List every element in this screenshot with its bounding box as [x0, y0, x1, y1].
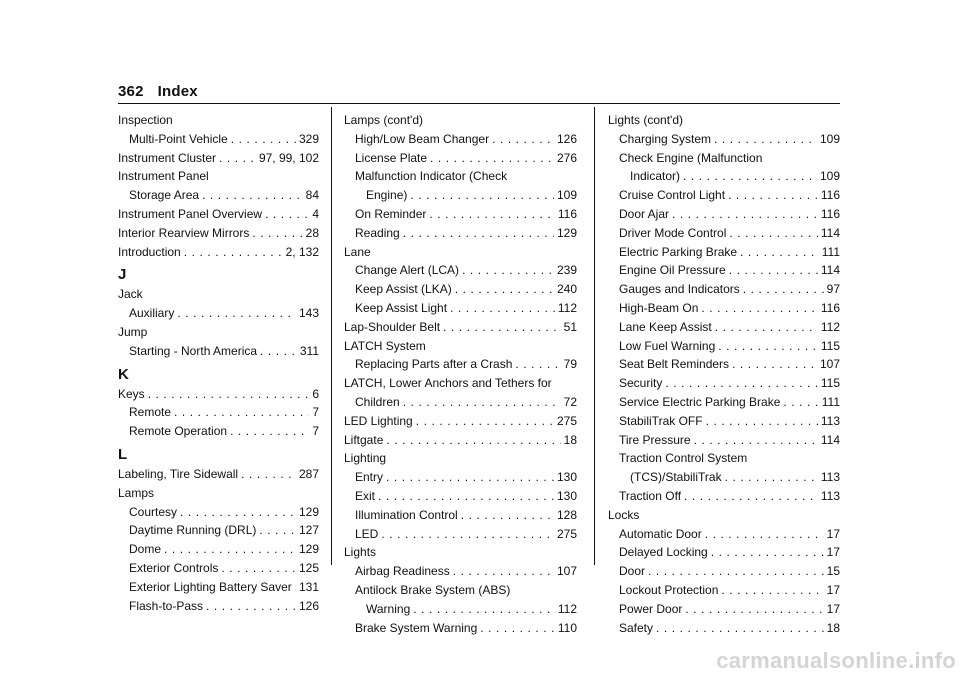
- dot-leader: [694, 431, 818, 450]
- index-entry-page-ref: 143: [298, 306, 319, 321]
- dot-leader: [403, 224, 554, 243]
- index-entry-term: Liftgate: [344, 432, 384, 447]
- index-entry-term: Seat Belt Reminders: [619, 357, 730, 372]
- index-entry: [118, 503, 319, 522]
- index-entry-term: License Plate: [355, 150, 428, 165]
- index-entry-term: Daytime Running (DRL): [129, 523, 257, 538]
- index-entry-page-ref: 125: [298, 560, 319, 575]
- index-entry: [608, 318, 840, 337]
- index-entry-page-ref: 130: [556, 470, 577, 485]
- index-entry-page-ref: 311: [299, 343, 319, 358]
- index-letter-heading: J: [118, 266, 127, 284]
- index-entry-page-ref: 130: [556, 488, 577, 503]
- dot-leader: [259, 521, 296, 540]
- index-entry-page-ref: 112: [557, 300, 577, 315]
- index-entry-page-ref: 276: [556, 150, 577, 165]
- index-entry-term: LATCH, Lower Anchors and Tethers for: [344, 376, 552, 391]
- index-entry-term: Instrument Panel Overview: [118, 206, 263, 221]
- index-entry-term: Cruise Control Light: [619, 188, 726, 203]
- index-entry: [344, 562, 577, 581]
- index-entry: [344, 243, 577, 262]
- index-entry: [608, 337, 840, 356]
- index-entry-page-ref: 112: [820, 319, 840, 334]
- index-entry: [344, 600, 577, 619]
- index-entry: [608, 130, 840, 149]
- dot-leader: [706, 412, 818, 431]
- index-entry: [344, 167, 577, 186]
- index-entry-page-ref: 115: [820, 376, 840, 391]
- index-entry-page-ref: 111: [821, 244, 840, 259]
- index-entry-term: Lamps (cont'd): [344, 113, 423, 127]
- dot-leader: [295, 578, 296, 597]
- index-entry: [118, 243, 319, 262]
- index-entry-term: Low Fuel Warning: [619, 338, 716, 353]
- index-entry-term: Traction Off: [619, 488, 682, 503]
- index-entry: [118, 304, 319, 323]
- index-entry-term: Lights: [344, 545, 377, 560]
- index-entry-page-ref: 28: [305, 225, 319, 240]
- index-entry-term: (TCS)/StabiliTrak: [630, 470, 722, 485]
- index-entry-page-ref: 4: [312, 206, 319, 221]
- dot-leader: [386, 431, 560, 450]
- dot-leader: [410, 186, 554, 205]
- index-entry-page-ref: 116: [820, 206, 840, 221]
- index-entry-term: Tire Pressure: [619, 432, 691, 447]
- index-entry: [118, 597, 319, 616]
- index-entry-page-ref: 240: [556, 282, 577, 297]
- index-entry: [118, 521, 319, 540]
- index-entry-term: Lap-Shoulder Belt: [344, 319, 441, 334]
- index-entry-term: Starting - North America: [129, 343, 258, 358]
- index-column-3: [608, 111, 840, 637]
- index-entry-term: Keep Assist Light: [355, 300, 448, 315]
- index-entry-term: Security: [619, 376, 663, 391]
- dot-leader: [684, 487, 818, 506]
- index-entry: [344, 261, 577, 280]
- index-entry: [608, 149, 840, 168]
- index-entry: [608, 487, 840, 506]
- index-entry: [608, 449, 840, 468]
- index-entry-term: Service Electric Parking Brake: [619, 394, 781, 409]
- index-entry-term: Lamps: [118, 485, 155, 500]
- index-entry-term: Exit: [355, 488, 376, 503]
- index-entry: [608, 355, 840, 374]
- dot-leader: [241, 465, 296, 484]
- index-entry: [118, 167, 319, 186]
- index-entry-page-ref: 6: [312, 386, 319, 401]
- index-letter-heading: L: [118, 445, 128, 463]
- index-entry-term: Instrument Panel: [118, 169, 209, 184]
- index-entry-term: Illumination Control: [355, 507, 458, 522]
- dot-leader: [462, 261, 554, 280]
- index-entry: [608, 374, 840, 393]
- index-entry: [344, 543, 577, 562]
- index-entry: [608, 224, 840, 243]
- dot-leader: [177, 304, 296, 323]
- index-entry-term: Auxiliary: [129, 306, 175, 321]
- dot-leader: [718, 337, 818, 356]
- index-entry-term: High-Beam On: [619, 300, 699, 315]
- index-entry-term: Lighting: [344, 451, 387, 466]
- index-entry-term: Malfunction Indicator (Check: [355, 169, 508, 184]
- index-entry: [118, 149, 319, 168]
- index-entry-term: Entry: [355, 470, 384, 485]
- index-entry: [344, 205, 577, 224]
- index-entry-term: Safety: [619, 620, 654, 635]
- index-entry-page-ref: 113: [820, 488, 840, 503]
- index-entry: [608, 431, 840, 450]
- index-column-1: [118, 111, 319, 615]
- index-entry-page-ref: 129: [298, 504, 319, 519]
- dot-leader: [728, 186, 818, 205]
- index-entry-term: Instrument Cluster: [118, 150, 217, 165]
- dot-leader: [202, 186, 303, 205]
- dot-leader: [721, 581, 823, 600]
- index-entry: [344, 149, 577, 168]
- index-entry: [608, 261, 840, 280]
- dot-leader: [714, 130, 817, 149]
- dot-leader: [403, 393, 561, 412]
- dot-leader: [725, 468, 818, 487]
- dot-leader: [683, 167, 817, 186]
- index-entry-term: Multi-Point Vehicle: [129, 131, 228, 146]
- index-entry-term: Lights (cont'd): [608, 113, 683, 127]
- index-entry: [608, 543, 840, 562]
- dot-leader: [480, 619, 555, 638]
- dot-leader: [783, 393, 818, 412]
- index-entry-term: LED: [355, 526, 379, 541]
- dot-leader: [230, 422, 309, 441]
- index-entry: [344, 111, 577, 130]
- index-entry: [344, 318, 577, 337]
- index-entry: [608, 167, 840, 186]
- index-entry-term: LED Lighting: [344, 413, 413, 428]
- dot-leader: [729, 224, 817, 243]
- dot-leader: [221, 559, 296, 578]
- index-entry-term: On Reminder: [355, 206, 427, 221]
- dot-leader: [461, 506, 554, 525]
- index-entry-page-ref: 129: [556, 225, 577, 240]
- index-entry-term: Gauges and Indicators: [619, 282, 740, 297]
- index-entry-term: Door Ajar: [619, 206, 670, 221]
- dot-leader: [705, 525, 824, 544]
- column-divider: [331, 107, 332, 565]
- dot-leader: [381, 525, 554, 544]
- index-entry: [344, 506, 577, 525]
- index-entry-page-ref: 127: [298, 523, 319, 538]
- index-entry: [344, 393, 577, 412]
- index-entry-term: LATCH System: [344, 338, 426, 353]
- index-entry: [118, 403, 319, 422]
- index-entry: [608, 243, 840, 262]
- index-entry: [118, 385, 319, 404]
- index-entry-term: Keys: [118, 386, 145, 401]
- index-entry: [344, 337, 577, 356]
- index-entry: [608, 525, 840, 544]
- index-entry-term: Check Engine (Malfunction: [619, 150, 763, 165]
- index-entry-page-ref: 239: [556, 263, 577, 278]
- index-entry: [118, 342, 319, 361]
- index-entry-page-ref: 2, 132: [285, 244, 319, 259]
- dot-leader: [231, 130, 296, 149]
- index-entry-page-ref: 116: [820, 300, 840, 315]
- index-entry-term: Charging System: [619, 131, 712, 146]
- dot-leader: [648, 562, 824, 581]
- index-entry-page-ref: 17: [826, 545, 840, 560]
- index-entry-term: Driver Mode Control: [619, 225, 727, 240]
- index-entry: [344, 468, 577, 487]
- index-entry-term: Exterior Lighting Battery Saver: [129, 579, 292, 594]
- index-entry-page-ref: 111: [821, 394, 840, 409]
- index-entry: [118, 540, 319, 559]
- index-entry: [608, 186, 840, 205]
- index-entry-page-ref: 79: [563, 357, 577, 372]
- index-entry-term: Jack: [118, 287, 143, 302]
- index-entry: [608, 299, 840, 318]
- index-entry-page-ref: 109: [819, 169, 840, 184]
- index-entry-term: Brake System Warning: [355, 620, 478, 635]
- dot-leader: [672, 205, 818, 224]
- index-entry-term: Lane: [344, 244, 371, 259]
- dot-leader: [252, 224, 302, 243]
- index-entry: [608, 412, 840, 431]
- index-entry-term: Flash-to-Pass: [129, 598, 204, 613]
- index-entry-page-ref: 116: [820, 188, 840, 203]
- dot-leader: [219, 149, 256, 168]
- dot-leader: [265, 205, 309, 224]
- index-entry-term: Remote: [129, 405, 172, 420]
- index-entry-page-ref: 287: [298, 466, 319, 481]
- index-entry-term: Indicator): [630, 169, 681, 184]
- index-entry: [118, 578, 319, 597]
- index-entry-term: Keep Assist (LKA): [355, 282, 452, 297]
- index-entry-page-ref: 18: [826, 620, 840, 635]
- index-entry-page-ref: 275: [556, 413, 577, 428]
- index-entry: [118, 285, 319, 304]
- dot-leader: [656, 619, 824, 638]
- index-entry: [608, 581, 840, 600]
- index-entry-term: Storage Area: [129, 188, 200, 203]
- index-entry-page-ref: 17: [826, 582, 840, 597]
- index-entry-page-ref: 329: [298, 131, 319, 146]
- dot-leader: [206, 597, 296, 616]
- index-entry-term: Dome: [129, 542, 162, 557]
- dot-leader: [450, 299, 555, 318]
- dot-leader: [729, 261, 818, 280]
- dot-leader: [665, 374, 818, 393]
- index-entry-term: Change Alert (LCA): [355, 263, 460, 278]
- index-entry-page-ref: 114: [820, 432, 840, 447]
- dot-leader: [180, 503, 296, 522]
- index-entry: [608, 393, 840, 412]
- header-rule: [118, 103, 840, 104]
- dot-leader: [492, 130, 554, 149]
- index-entry: [344, 525, 577, 544]
- index-entry: [118, 224, 319, 243]
- index-entry-term: Engine Oil Pressure: [619, 263, 726, 278]
- index-entry: [608, 506, 840, 525]
- index-entry-term: Door: [619, 564, 646, 579]
- index-entry-page-ref: 17: [826, 601, 840, 616]
- index-entry: [608, 280, 840, 299]
- index-entry: [608, 619, 840, 638]
- index-entry-page-ref: 97, 99, 102: [258, 150, 319, 165]
- index-entry-term: Warning: [366, 601, 411, 616]
- index-entry-term: Jump: [118, 324, 148, 339]
- index-entry-term: High/Low Beam Changer: [355, 131, 490, 146]
- index-entry: [344, 224, 577, 243]
- index-entry-page-ref: 114: [820, 263, 840, 278]
- dot-leader: [515, 355, 560, 374]
- dot-leader: [148, 385, 310, 404]
- index-entry-page-ref: 126: [298, 598, 319, 613]
- index-entry: [344, 449, 577, 468]
- index-entry-term: Lane Keep Assist: [619, 319, 712, 334]
- index-entry: [344, 487, 577, 506]
- index-entry-page-ref: 97: [826, 282, 840, 297]
- index-entry-page-ref: 112: [557, 601, 577, 616]
- index-entry-page-ref: 107: [556, 564, 577, 579]
- index-entry-term: Courtesy: [129, 504, 178, 519]
- index-entry-page-ref: 129: [298, 542, 319, 557]
- page-header: [118, 83, 198, 100]
- page-title: Index: [157, 83, 198, 100]
- column-divider: [594, 107, 595, 565]
- index-entry-term: Introduction: [118, 244, 181, 259]
- index-entry: [344, 280, 577, 299]
- dot-leader: [174, 403, 309, 422]
- dot-leader: [715, 318, 818, 337]
- index-entry-page-ref: 84: [305, 188, 319, 203]
- index-entry-term: Replacing Parts after a Crash: [355, 357, 513, 372]
- index-entry: [344, 355, 577, 374]
- index-entry-term: Reading: [355, 225, 400, 240]
- index-entry-page-ref: 131: [298, 579, 319, 594]
- index-entry-page-ref: 18: [563, 432, 577, 447]
- index-entry-term: Inspection: [118, 113, 173, 127]
- index-entry-term: Traction Control System: [619, 451, 748, 466]
- dot-leader: [743, 280, 824, 299]
- dot-leader: [711, 543, 824, 562]
- watermark: carmanualsonline.info: [716, 648, 956, 673]
- index-entry: [344, 412, 577, 431]
- index-entry-term: Power Door: [619, 601, 683, 616]
- index-entry-page-ref: 15: [826, 564, 840, 579]
- index-entry: [608, 468, 840, 487]
- index-entry: [344, 431, 577, 450]
- index-entry-page-ref: 126: [556, 131, 577, 146]
- dot-leader: [184, 243, 283, 262]
- index-entry-page-ref: 17: [826, 526, 840, 541]
- index-entry-page-ref: 51: [563, 319, 577, 334]
- dot-leader: [378, 487, 554, 506]
- dot-leader: [260, 342, 297, 361]
- index-entry-page-ref: 275: [556, 526, 577, 541]
- dot-leader: [386, 468, 554, 487]
- index-entry-term: Antilock Brake System (ABS): [355, 582, 511, 597]
- index-entry-term: Children: [355, 394, 400, 409]
- index-entry-term: Interior Rearview Mirrors: [118, 225, 250, 240]
- index-entry: [344, 374, 577, 393]
- dot-leader: [164, 540, 296, 559]
- index-entry-page-ref: 114: [820, 225, 840, 240]
- index-entry-page-ref: 113: [820, 413, 840, 428]
- dot-leader: [685, 600, 823, 619]
- index-entry-page-ref: 128: [556, 507, 577, 522]
- dot-leader: [701, 299, 817, 318]
- index-letter-heading: K: [118, 365, 129, 383]
- dot-leader: [740, 243, 819, 262]
- index-entry-term: Remote Operation: [129, 424, 228, 439]
- index-entry-term: Engine): [366, 188, 408, 203]
- index-entry-page-ref: 113: [820, 470, 840, 485]
- index-entry: [118, 205, 319, 224]
- index-entry: [608, 205, 840, 224]
- dot-leader: [455, 280, 554, 299]
- index-entry: [344, 299, 577, 318]
- dot-leader: [416, 412, 554, 431]
- index-entry-term: Labeling, Tire Sidewall: [118, 466, 239, 481]
- index-entry: [118, 465, 319, 484]
- index-entry-page-ref: 109: [819, 131, 840, 146]
- index-entry-term: Locks: [608, 507, 640, 522]
- index-entry: [608, 111, 840, 130]
- index-entry-term: Lockout Protection: [619, 582, 719, 597]
- dot-leader: [732, 355, 817, 374]
- index-entry-term: Automatic Door: [619, 526, 702, 541]
- index-column-2: [344, 111, 577, 637]
- index-entry: [608, 562, 840, 581]
- index-entry: [344, 130, 577, 149]
- index-entry: [118, 323, 319, 342]
- index-entry-term: StabiliTrak OFF: [619, 413, 703, 428]
- index-entry: [118, 484, 319, 503]
- index-entry-page-ref: 116: [557, 206, 577, 221]
- index-entry: [118, 130, 319, 149]
- index-entry: [344, 619, 577, 638]
- dot-leader: [430, 149, 554, 168]
- dot-leader: [443, 318, 561, 337]
- index-entry-term: Electric Parking Brake: [619, 244, 738, 259]
- index-entry: [118, 186, 319, 205]
- index-entry-page-ref: 110: [557, 620, 577, 635]
- index-entry-page-ref: 72: [563, 394, 577, 409]
- index-entry: [118, 111, 319, 130]
- index-entry-term: Airbag Readiness: [355, 564, 450, 579]
- page-number: 362: [118, 83, 144, 100]
- dot-leader: [453, 562, 554, 581]
- index-entry: [344, 186, 577, 205]
- index-entry: [118, 559, 319, 578]
- index-entry: [608, 600, 840, 619]
- index-entry: [118, 422, 319, 441]
- index-entry: [344, 581, 577, 600]
- index-entry-page-ref: 115: [820, 338, 840, 353]
- dot-leader: [413, 600, 555, 619]
- index-entry-term: Exterior Controls: [129, 560, 219, 575]
- index-entry-page-ref: 107: [819, 357, 840, 372]
- index-entry-term: Delayed Locking: [619, 545, 708, 560]
- index-entry-page-ref: 7: [312, 424, 319, 439]
- index-entry-page-ref: 7: [312, 405, 319, 420]
- dot-leader: [429, 205, 554, 224]
- index-entry-page-ref: 109: [556, 188, 577, 203]
